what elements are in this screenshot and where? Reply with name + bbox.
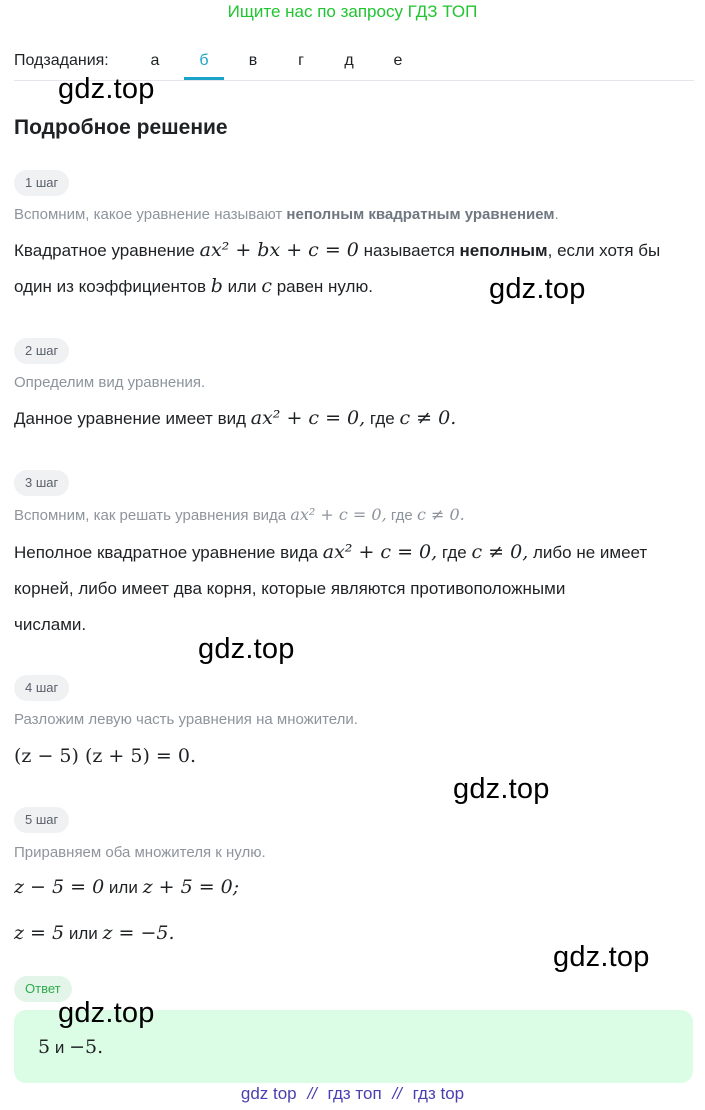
step-badge: 2 шаг	[14, 338, 69, 364]
footer-separator: //	[392, 1084, 402, 1103]
step-badge: 5 шаг	[14, 807, 69, 833]
step-badge: 4 шаг	[14, 675, 69, 701]
watermark: gdz.top	[553, 941, 650, 973]
subtask-tab-g[interactable]: г	[298, 52, 304, 69]
footer-links	[0, 1084, 705, 1104]
step-badge: 3 шаг	[14, 470, 69, 496]
watermark: gdz.top	[58, 73, 155, 105]
watermark: gdz.top	[58, 997, 155, 1029]
search-promo-banner: Ищите нас по запросу ГДЗ ТОП	[227, 2, 478, 21]
step-text: z − 5 = 0 или z + 5 = 0;	[14, 876, 240, 898]
step-text: корней, либо имеет два корня, которые являются противоположными	[14, 579, 566, 598]
step-text: (z − 5) (z + 5) = 0.	[14, 745, 197, 767]
watermark: gdz.top	[489, 273, 586, 305]
subtask-tab-v[interactable]: в	[248, 52, 258, 69]
step-text: Данное уравнение имеет вид ax² + c = 0, где c ≠ 0.	[14, 407, 457, 429]
step-text: Квадратное уравнение ax² + bx + c = 0 называется неполным, если хотя бы	[14, 239, 661, 261]
step-hint: Разложим левую часть уравнения на множители.	[14, 711, 358, 728]
footer-link[interactable]: гдз top	[412, 1084, 465, 1103]
step-badge: 1 шаг	[14, 170, 69, 196]
watermark: gdz.top	[453, 773, 550, 805]
step-text: один из коэффициентов b или c равен нулю.	[14, 275, 373, 297]
step-hint: Вспомним, какое уравнение называют неполным квадратным уравнением.	[14, 206, 559, 223]
subtasks-label: Подзадания:	[14, 52, 109, 69]
step-hint: Приравняем оба множителя к нулю.	[14, 844, 266, 861]
step-hint: Определим вид уравнения.	[14, 374, 206, 391]
subtask-tab-e[interactable]: е	[393, 52, 403, 69]
answer-badge: Ответ	[14, 976, 72, 1002]
footer-link[interactable]: гдз топ	[327, 1084, 382, 1103]
footer-separator: //	[307, 1084, 317, 1103]
step-hint: Вспомним, как решать уравнения вида ax² + c = 0, где c ≠ 0.	[14, 505, 465, 524]
page-title: Подробное решение	[14, 116, 228, 139]
subtask-tab-b[interactable]: б	[199, 52, 209, 69]
step-text: числами.	[14, 615, 87, 634]
subtask-tab-d[interactable]: д	[344, 52, 354, 69]
active-tab-indicator	[184, 77, 224, 80]
step-text: Неполное квадратное уравнение вида ax² + c = 0, где c ≠ 0, либо не имеет	[14, 541, 648, 563]
watermark: gdz.top	[198, 633, 295, 665]
answer-text: 5 и −5.	[38, 1036, 104, 1058]
footer-link[interactable]: gdz top	[240, 1084, 297, 1103]
step-text: z = 5 или z = −5.	[14, 922, 175, 944]
subtask-tab-a[interactable]: а	[150, 52, 160, 69]
